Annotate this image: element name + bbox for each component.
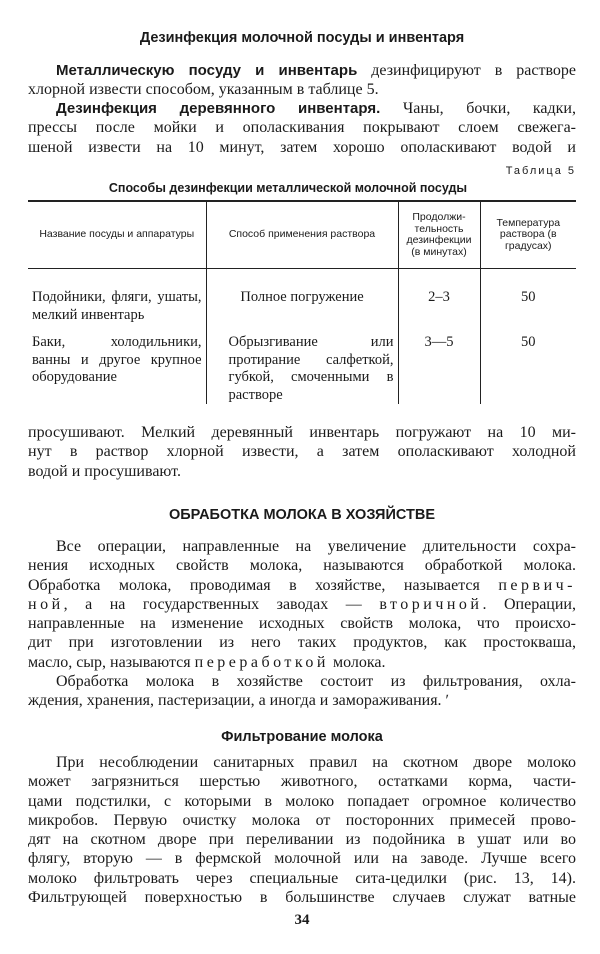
section-heading-milk-processing: ОБРАБОТКА МОЛОКА В ХОЗЯЙСТВЕ	[168, 507, 436, 523]
paragraph-line: дит при изготовлении из него таких продуктов, как простокваша,	[28, 634, 576, 652]
table-label: Таблица 5	[505, 165, 576, 177]
paragraph-line: просушивают. Мелкий деревянный инвентарь погружают на 10 ми-	[28, 424, 576, 441]
paragraph-line: дят на скотном дворе при переливании из подойника в ушат или во	[28, 831, 576, 849]
paragraph-line: Обработка молока в хозяйстве состоит из фильтрования, охла-	[56, 673, 576, 690]
cell-duration: 2–3	[398, 269, 480, 325]
paragraph-line: масло, сыр, называются переработкой молока.	[28, 653, 386, 671]
spaced-term-secondary: вторичной	[379, 595, 483, 613]
spaced-term-primary-end: ной	[28, 595, 64, 613]
page-number: 34	[294, 912, 310, 928]
paragraph-metal-utensils	[28, 61, 576, 100]
paragraph-line: флягу, вторую — в фермской молочной или на заводе. Лучше всего	[28, 850, 576, 868]
paragraph-line: Дезинфекция деревянного инвентаря. Чаны, бочки, кадки,	[56, 100, 576, 117]
header-method: Способ применения раствора	[206, 201, 398, 269]
paragraph-line: хлорной извести способом, указанным в таблице 5.	[28, 81, 379, 99]
spaced-term-processing: переработкой	[194, 653, 329, 671]
paragraph-line: ждения, хранения, пастеризации, а иногда и замораживания. ʹ	[28, 692, 450, 710]
paragraph-line: Все операции, направленные на увеличение длительности сохра-	[56, 538, 576, 555]
cell-temperature: 50	[480, 324, 576, 404]
cell-method: Обрызгивание или протирание салфеткой, губкой, смоченными в растворе	[206, 324, 398, 404]
paragraph-line: Фильтрующей поверхностью в большинстве случаев служат ватные	[28, 889, 576, 907]
disinfection-table	[28, 200, 576, 404]
header-name: Название посуды и аппаратуры	[28, 201, 206, 269]
bold-lead: Металлическую посуду и инвентарь	[56, 62, 358, 79]
cell-temperature: 50	[480, 269, 576, 325]
cell-method: Полное погружение	[206, 269, 398, 325]
paragraph-drying	[28, 423, 576, 481]
paragraph-line: Обработка молока, проводимая в хозяйстве, называется первич-	[28, 576, 576, 594]
paragraph-line: шеной извести на 10 минут, затем хорошо ополаскивают водой и	[28, 138, 576, 156]
paragraph-line: При несоблюдении санитарных правил на скотном дворе молоко	[56, 754, 576, 771]
table-row	[28, 269, 576, 325]
paragraph-line: Металлическую посуду и инвентарь дезинфицируют в растворе	[56, 62, 576, 79]
paragraph-line: водой и просушивают.	[28, 462, 181, 480]
section-heading-disinfection: Дезинфекция молочной посуды и инвентаря	[139, 30, 465, 46]
cell-name: Подойники, фляги, ушаты, мелкий инвентарь	[32, 289, 202, 323]
section-heading-filtering: Фильтрование молока	[221, 729, 383, 745]
paragraph-wooden-inventory	[28, 99, 576, 157]
paragraph-line: направленные на изменение исходных свойств молока, что происхо-	[28, 615, 576, 633]
paragraph-line: прессы после мойки и ополаскивания покрывают слоем свежега-	[28, 119, 576, 137]
header-temperature: Температура раствора (в градусах)	[480, 201, 576, 269]
table-row	[28, 324, 576, 404]
paragraph-line: ной, а на государственных заводах — вторичной. Операции,	[28, 595, 576, 613]
cell-duration: 3—5	[398, 324, 480, 404]
table-title: Способы дезинфекции металлической молочной посуды	[108, 181, 468, 195]
paragraph-line: цами подстилки, с которыми в молоко попадает огромное количество	[28, 792, 576, 810]
paragraph-filtering	[28, 753, 576, 907]
paragraph-processing-steps	[28, 672, 576, 711]
cell-name: Баки, холодильники, ванны и другое крупное оборудование	[32, 334, 202, 385]
header-duration: Продолжи-тельность дезинфекции (в минутах)	[398, 201, 480, 269]
paragraph-line: молоко фильтровать через специальные сита-цедилки (рис. 13, 14).	[28, 869, 576, 887]
paragraph-processing-definition	[28, 537, 576, 672]
paragraph-line: нут в раствор хлорной извести, а затем ополаскивают холодной	[28, 443, 576, 461]
paragraph-line: может загрязниться шерстью животного, остатками корма, части-	[28, 773, 576, 791]
paragraph-line: микробов. Первую очистку молока от посторонних примесей прово-	[28, 811, 576, 829]
spaced-term-primary: первич-	[498, 576, 576, 594]
bold-lead: Дезинфекция деревянного инвентаря.	[56, 100, 381, 117]
table-header-row	[28, 201, 576, 269]
paragraph-line: нения исходных свойств молока, называются обработкой молока.	[28, 557, 576, 575]
